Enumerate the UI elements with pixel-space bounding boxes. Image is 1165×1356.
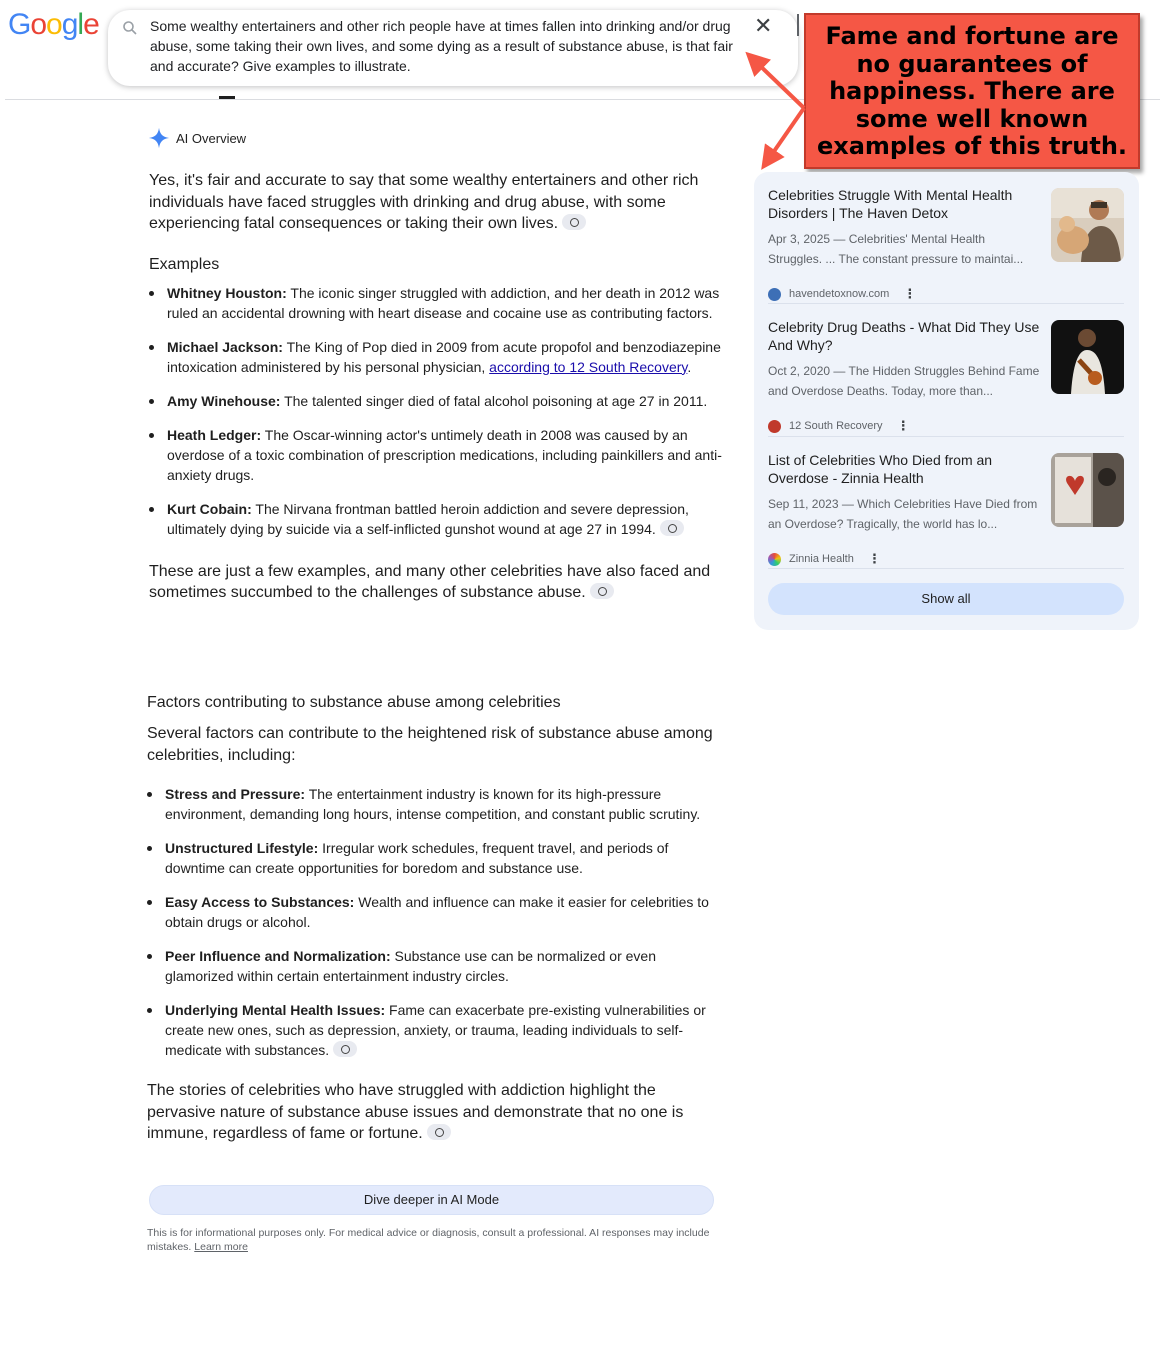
list-item — [147, 838, 722, 878]
dive-deeper-button[interactable]: Dive deeper in AI Mode — [149, 1185, 714, 1215]
list-item — [147, 892, 722, 932]
favicon-icon — [768, 553, 781, 566]
example-name: Kurt Cobain: — [167, 500, 252, 517]
source-meta — [768, 418, 910, 434]
example-name: Whitney Houston: — [167, 284, 287, 301]
example-text: The talented singer died of fatal alcohol poisoning at age 27 in 2011. — [280, 392, 708, 409]
ai-overview-title: AI Overview — [176, 130, 247, 146]
example-name: Heath Ledger: — [167, 426, 262, 443]
search-input[interactable]: Some wealthy entertainers and other rich people have at times fallen into drinking and/or drug abuse, some taking their own lives, and some dying as a result of substance abuse, is that fair and accurate? Give examples to illustrate. — [150, 18, 733, 74]
more-options-icon[interactable]: ⋮ — [867, 551, 881, 566]
lead-paragraph — [149, 170, 724, 235]
example-text: The iconic singer struggled with addiction, and her death in 2012 was ruled an accidental drowning with heart disease and cocaine use as contributing factors. — [167, 284, 720, 321]
factor-name: Stress and Pressure: — [165, 786, 306, 802]
link-icon[interactable] — [660, 520, 684, 536]
lead-text: Yes, it's fair and accurate to say that some wealthy entertainers and other rich individuals have faced struggles with drinking and drug abuse, with some experiencing fatal consequences or taking their own lives. — [149, 172, 699, 232]
close-icon[interactable]: ✕ — [754, 13, 773, 38]
more-options-icon[interactable]: ⋮ — [896, 418, 910, 433]
factor-name: Unstructured Lifestyle: — [165, 840, 319, 856]
source-link[interactable]: according to 12 South Recovery — [489, 358, 688, 375]
source-site: Zinnia Health — [789, 553, 854, 565]
more-options-icon[interactable]: ⋮ — [903, 286, 917, 301]
list-item — [147, 784, 722, 824]
learn-more-link[interactable]: Learn more — [194, 1241, 248, 1253]
divider — [768, 436, 1124, 437]
source-thumbnail[interactable] — [1051, 320, 1124, 394]
list-item — [149, 391, 724, 411]
example-name: Michael Jackson: — [167, 338, 283, 355]
factors-section — [147, 692, 722, 1145]
sparkle-icon — [148, 127, 170, 149]
list-item — [149, 283, 724, 323]
divider — [768, 568, 1124, 569]
source-meta — [768, 551, 881, 567]
link-icon[interactable] — [333, 1041, 357, 1057]
factor-text: Wealth and influence can make it easier for celebrities to obtain drugs or alcohol. — [165, 894, 709, 930]
disclaimer-text: This is for informational purposes only. For medical advice or diagnosis, consult a professional. AI responses may include mistakes. — [147, 1227, 710, 1253]
factors-list — [147, 784, 722, 1060]
examples-end-text: These are just a few examples, and many other celebrities have also faced and sometimes succumbed to the challenges of substance abuse. — [149, 562, 711, 601]
search-icon — [122, 20, 138, 36]
disclaimer — [147, 1226, 717, 1254]
divider — [768, 303, 1124, 304]
factor-name: Easy Access to Substances: — [165, 894, 355, 910]
ai-overview-header — [148, 126, 246, 150]
factor-text: The entertainment industry is known for its high-pressure environment, demanding long hours, intense competition, and constant public scrutiny. — [165, 786, 701, 822]
sources-panel — [754, 172, 1139, 630]
examples-heading: Examples — [149, 255, 220, 273]
search-box[interactable] — [108, 10, 798, 86]
example-text: The King of Pop died in 2009 from acute propofol and benzodiazepine intoxication administered by his personal physician, — [167, 338, 721, 375]
source-card[interactable] — [768, 186, 1124, 306]
source-title[interactable]: List of Celebrities Who Died from an Overdose - Zinnia Health — [768, 452, 993, 486]
show-all-button[interactable]: Show all — [768, 583, 1124, 615]
list-item — [149, 337, 724, 377]
source-snippet: Sep 11, 2023 — Which Celebrities Have Died from an Overdose? Tragically, the world has lo... — [768, 497, 1038, 531]
google-logo[interactable]: Google — [8, 8, 99, 41]
closing-paragraph — [147, 1080, 722, 1145]
favicon-icon — [768, 420, 781, 433]
example-text: The Oscar-winning actor's untimely death in 2008 was caused by an overdose of a toxic combination of prescription medications, including painkillers and anti-anxiety drugs. — [167, 426, 722, 483]
closing-text: The stories of celebrities who have struggled with addiction highlight the pervasive nature of substance abuse issues and demonstrate that no one is immune, regardless of fame or fortune. — [147, 1082, 684, 1142]
source-title[interactable]: Celebrities Struggle With Mental Health Disorders | The Haven Detox — [768, 187, 1013, 221]
source-title[interactable]: Celebrity Drug Deaths - What Did They Use And Why? — [768, 319, 1040, 353]
example-name: Amy Winehouse: — [167, 392, 281, 409]
list-item — [147, 1000, 722, 1060]
example-text-end: . — [687, 358, 692, 375]
annotation-callout: Fame and fortune are no guarantees of happiness. There are some well known examples of this truth. — [804, 13, 1140, 169]
source-site: 12 South Recovery — [789, 420, 883, 432]
list-item — [147, 946, 722, 986]
link-icon[interactable] — [590, 583, 614, 599]
factor-text: Irregular work schedules, frequent travel, and periods of downtime can create opportunities for boredom and substance use. — [165, 840, 669, 876]
source-meta — [768, 286, 916, 302]
factor-text: Substance use can be normalized or even glamorized within certain entertainment industry circles. — [165, 948, 656, 984]
ai-overview-content — [149, 170, 724, 604]
annotation-arrow-icon — [740, 50, 820, 170]
examples-list — [149, 283, 724, 539]
factors-heading: Factors contributing to substance abuse among celebrities — [147, 694, 561, 711]
factor-name: Peer Influence and Normalization: — [165, 948, 391, 964]
source-snippet: Oct 2, 2020 — The Hidden Struggles Behind Fame and Overdose Deaths. Today, more than... — [768, 364, 1040, 398]
examples-end-paragraph — [149, 561, 724, 604]
link-icon[interactable] — [427, 1124, 451, 1140]
list-item — [149, 425, 724, 485]
favicon-icon — [768, 288, 781, 301]
source-thumbnail[interactable] — [1051, 453, 1124, 527]
source-site: havendetoxnow.com — [789, 288, 890, 300]
example-text: The Nirvana frontman battled heroin addiction and severe depression, ultimately dying by suicide via a self-inflicted gunshot wound at age 27 in 1994. — [167, 500, 689, 537]
source-card[interactable] — [768, 451, 1124, 571]
factors-intro: Several factors can contribute to the heightened risk of substance abuse among celebrities, including: — [147, 725, 713, 764]
source-card[interactable] — [768, 318, 1124, 438]
source-snippet: Apr 3, 2025 — Celebrities' Mental Health Struggles. ... The constant pressure to maintai... — [768, 232, 1024, 266]
factor-text: Fame can exacerbate pre-existing vulnerabilities or create new ones, such as depression, anxiety, or trauma, leading individuals to self-medicate with substances. — [165, 1002, 706, 1058]
factor-name: Underlying Mental Health Issues: — [165, 1002, 386, 1018]
source-thumbnail[interactable] — [1051, 188, 1124, 262]
list-item — [149, 499, 724, 539]
link-icon[interactable] — [562, 214, 586, 230]
